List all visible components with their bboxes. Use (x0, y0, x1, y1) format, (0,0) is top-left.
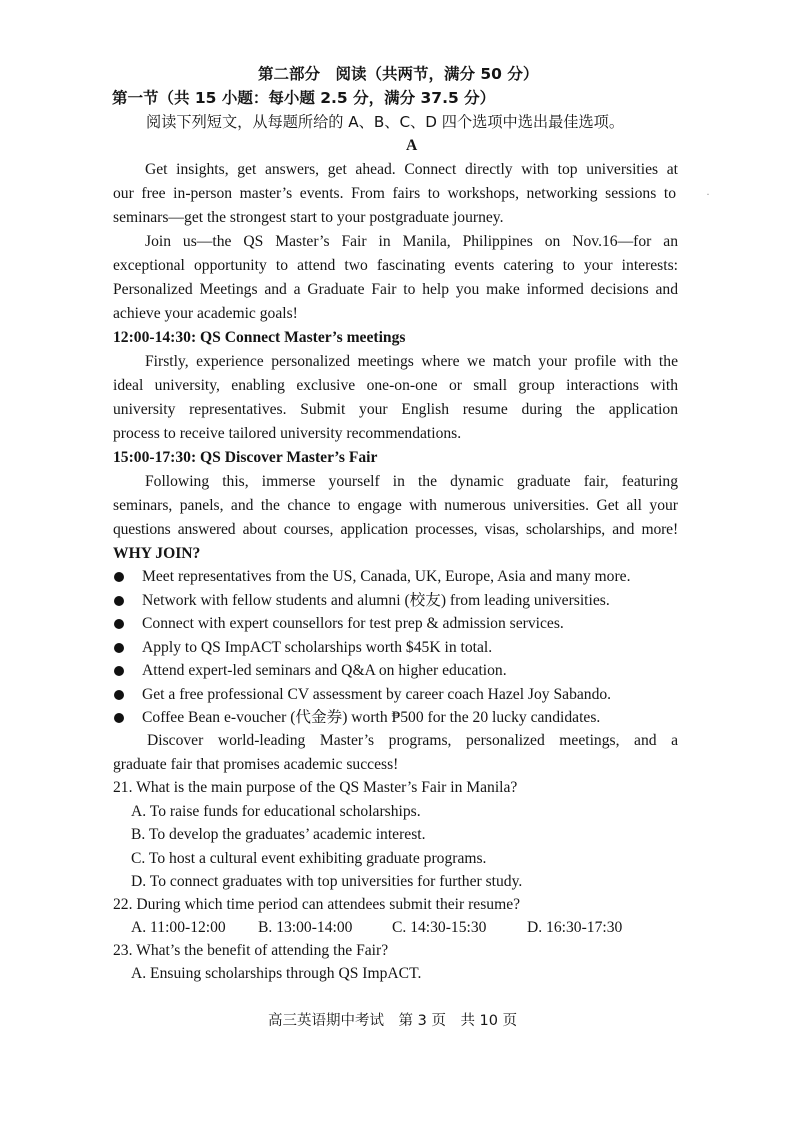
bullet-dot (114, 713, 124, 723)
question-23-option-a: A. Ensuing scholarships through QS ImpACT. (131, 965, 422, 982)
bullet-item-3: Connect with expert counsellors for test prep & admission services. (142, 615, 564, 632)
question-21-option-a: A. To raise funds for educational scholarships. (131, 803, 421, 820)
question-22-stem: 22. During which time period can attendees submit their resume? (113, 896, 521, 913)
paragraph-3-line-3: university representatives. Submit your English resume during the application (113, 401, 678, 418)
paragraph-5-line-1: Discover world-leading Master’s programs, personalized meetings, and a (147, 732, 678, 749)
paragraph-3-line-2: ideal university, enabling exclusive one-on-one or small group interactions with (113, 377, 678, 394)
meetings-heading: 12:00-14:30: QS Connect Master’s meetings (113, 329, 406, 346)
section-title: 第一节（共 15 小题：每小题 2.5 分，满分 37.5 分） (112, 89, 496, 107)
page-footer: 高三英语期中考试 第 3 页 共 10 页 (268, 1013, 518, 1029)
paragraph-2-line-4: achieve your academic goals! (113, 305, 298, 322)
fair-heading: 15:00-17:30: QS Discover Master’s Fair (113, 449, 378, 466)
bullet-dot (114, 572, 124, 582)
bullet-item-1: Meet representatives from the US, Canada, UK, Europe, Asia and many more. (142, 568, 631, 585)
question-22-option-b: B. 13:00-14:00 (258, 919, 353, 936)
question-22-option-d: D. 16:30-17:30 (527, 919, 623, 936)
scan-speck-icon: · (706, 187, 710, 201)
question-21-option-d: D. To connect graduates with top universities for further study. (131, 873, 523, 890)
bullet-dot (114, 596, 124, 606)
bullet-dot (114, 619, 124, 629)
question-21-option-b: B. To develop the graduates’ academic interest. (131, 826, 426, 843)
question-21-option-c: C. To host a cultural event exhibiting graduate programs. (131, 850, 487, 867)
paragraph-3-line-1: Firstly, experience personalized meetings where we match your profile with the (145, 353, 678, 370)
part-title: 第二部分 阅读（共两节，满分 50 分） (258, 65, 539, 83)
bullet-item-2: Network with fellow students and alumni (校友) from leading universities. (142, 592, 610, 609)
question-22-option-c: C. 14:30-15:30 (392, 919, 487, 936)
paragraph-1-line-1: Get insights, get answers, get ahead. Connect directly with top universities at (145, 161, 678, 178)
instructions: 阅读下列短文，从每题所给的 A、B、C、D 四个选项中选出最佳选项。 (146, 113, 625, 131)
paragraph-2-line-2: exceptional opportunity to attend two fascinating events catering to your interests: (113, 257, 678, 274)
paragraph-5-line-2: graduate fair that promises academic success! (113, 756, 399, 773)
why-join-heading: WHY JOIN? (113, 545, 201, 562)
question-23-stem: 23. What’s the benefit of attending the Fair? (113, 942, 389, 959)
bullet-item-4: Apply to QS ImpACT scholarships worth $45K in total. (142, 639, 493, 656)
paragraph-1-line-3: seminars—get the strongest start to your postgraduate journey. (113, 209, 504, 226)
passage-label: A (406, 137, 418, 154)
paragraph-2-line-1: Join us—the QS Master’s Fair in Manila, Philippines on Nov.16—for an (145, 233, 678, 250)
paragraph-2-line-3: Personalized Meetings and a Graduate Fair to help you make informed decisions and (113, 281, 678, 298)
bullet-dot (114, 666, 124, 676)
bullet-item-5: Attend expert-led seminars and Q&A on higher education. (142, 662, 507, 679)
bullet-dot (114, 643, 124, 653)
bullet-item-7: Coffee Bean e-voucher (代金券) worth ₱500 for the 20 lucky candidates. (142, 709, 601, 726)
bullet-item-6: Get a free professional CV assessment by career coach Hazel Joy Sabando. (142, 686, 612, 703)
paragraph-1-line-2: our free in-person master’s events. From fairs to workshops, networking sessions to (113, 185, 676, 202)
question-21-stem: 21. What is the main purpose of the QS Master’s Fair in Manila? (113, 779, 518, 796)
bullet-dot (114, 690, 124, 700)
paragraph-4-line-3: questions answered about courses, application processes, visas, scholarships, and more! (113, 521, 678, 538)
paragraph-3-line-4: process to receive tailored university recommendations. (113, 425, 462, 442)
paragraph-4-line-1: Following this, immerse yourself in the dynamic graduate fair, featuring (145, 473, 678, 490)
question-22-option-a: A. 11:00-12:00 (131, 919, 226, 936)
paragraph-4-line-2: seminars, panels, and the chance to engage with numerous universities. Get all your (113, 497, 678, 514)
